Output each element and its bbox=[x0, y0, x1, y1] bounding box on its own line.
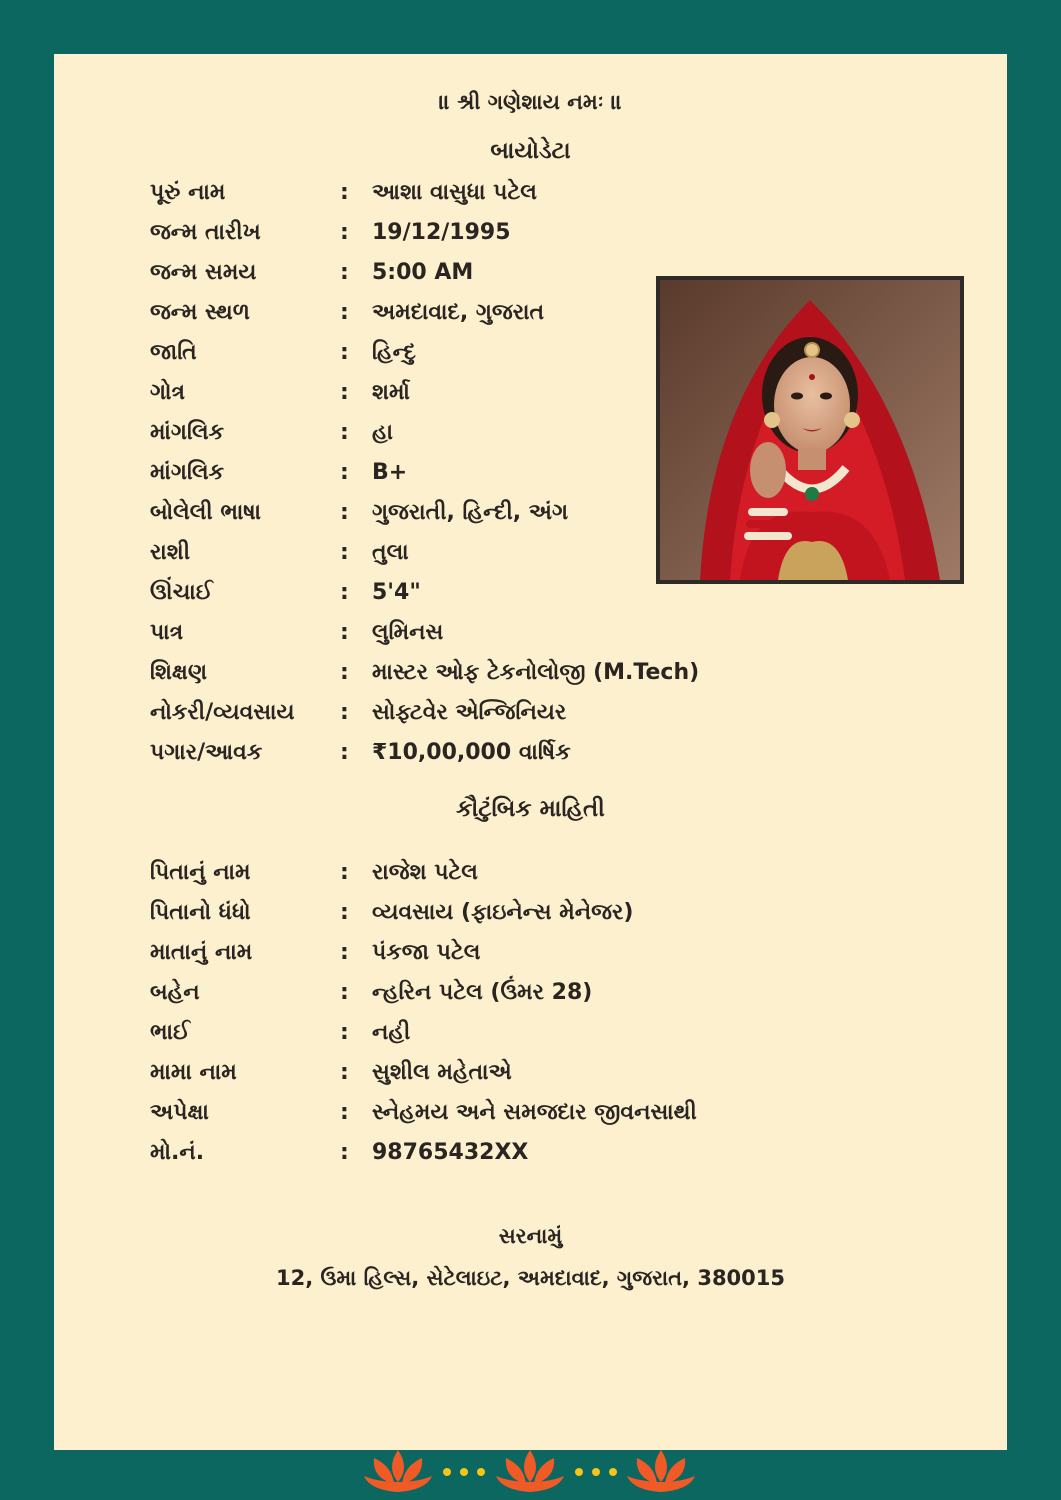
detail-colon: : bbox=[340, 419, 349, 445]
family-row-maternal-uncle bbox=[150, 1054, 512, 1090]
detail-label: મો.નં. bbox=[150, 1139, 205, 1165]
lotus-icon bbox=[496, 1450, 564, 1492]
detail-value: સોફ્ટવેર એન્જિનિયર bbox=[372, 699, 567, 725]
dots-icon bbox=[443, 1468, 485, 1476]
detail-value: વ્યવસાય (ફાઇનેન્સ મેનેજર) bbox=[372, 899, 634, 925]
detail-label: બોલેલી ભાષા bbox=[150, 499, 262, 525]
detail-value: પંકજા પટેલ bbox=[372, 939, 481, 965]
detail-colon: : bbox=[340, 579, 349, 605]
detail-colon: : bbox=[340, 459, 349, 485]
detail-label: જન્મ તારીખ bbox=[150, 219, 261, 245]
detail-value: 5'4" bbox=[372, 579, 421, 605]
detail-label: જન્મ સ્થળ bbox=[150, 299, 250, 325]
biodata-card bbox=[54, 54, 1007, 1450]
detail-value: ન્હરિન પટેલ (ઉંમર 28) bbox=[372, 979, 593, 1005]
detail-colon: : bbox=[340, 859, 349, 885]
detail-colon: : bbox=[340, 1099, 349, 1125]
detail-row-complexion bbox=[150, 614, 443, 650]
family-row-expectation bbox=[150, 1094, 697, 1130]
detail-colon: : bbox=[340, 219, 349, 245]
detail-label: ઊંચાઈ bbox=[150, 579, 213, 605]
address-text: 12, ઉમા હિલ્સ, સેટેલાઇટ, અમદાવાદ, ગુજરાત, 380015 bbox=[275, 1266, 786, 1290]
detail-colon: : bbox=[340, 499, 349, 525]
detail-value: હા bbox=[372, 419, 394, 445]
detail-value: 98765432XX bbox=[372, 1139, 529, 1165]
detail-value: અમદાવાદ, ગુજરાત bbox=[372, 299, 545, 325]
detail-colon: : bbox=[340, 259, 349, 285]
detail-row-income bbox=[150, 734, 571, 770]
family-row-father-name bbox=[150, 854, 478, 890]
detail-value: લુમિનસ bbox=[372, 619, 444, 645]
detail-value: સ્નેહમય અને સમજદાર જીવનસાથી bbox=[372, 1099, 697, 1125]
detail-value: નહી bbox=[372, 1019, 411, 1045]
detail-row-manglik bbox=[150, 414, 393, 450]
detail-label: માતાનું નામ bbox=[150, 939, 253, 965]
detail-label: ભાઈ bbox=[150, 1019, 190, 1045]
detail-label: ગોત્ર bbox=[150, 379, 186, 405]
detail-colon: : bbox=[340, 659, 349, 685]
family-row-mobile bbox=[150, 1134, 528, 1170]
family-row-sister bbox=[150, 974, 592, 1010]
invocation-heading: ॥ શ્રી ગણેશાય નમઃ ॥ bbox=[438, 90, 623, 114]
bride-portrait-image bbox=[660, 280, 960, 580]
detail-colon: : bbox=[340, 539, 349, 565]
lotus-icon bbox=[627, 1450, 695, 1492]
detail-label: પગાર/આવક bbox=[150, 739, 263, 765]
detail-colon: : bbox=[340, 699, 349, 725]
detail-colon: : bbox=[340, 1059, 349, 1085]
detail-value: ₹10,00,000 વાર્ષિક bbox=[372, 739, 571, 765]
detail-row-blood-group bbox=[150, 454, 407, 490]
detail-row-rashi bbox=[150, 534, 409, 570]
detail-row-occupation bbox=[150, 694, 566, 730]
detail-label: માંગલિક bbox=[150, 419, 225, 445]
detail-row-full-name bbox=[150, 174, 537, 210]
detail-value: 19/12/1995 bbox=[372, 219, 511, 245]
detail-value: સુશીલ મહેતાએ bbox=[372, 1059, 512, 1085]
detail-colon: : bbox=[340, 299, 349, 325]
page-title: બાયોડેટા bbox=[490, 138, 571, 164]
detail-colon: : bbox=[340, 619, 349, 645]
detail-row-caste bbox=[150, 334, 416, 370]
lotus-icon bbox=[364, 1450, 432, 1492]
detail-value: રાજેશ પટેલ bbox=[372, 859, 478, 885]
detail-colon: : bbox=[340, 739, 349, 765]
detail-label: પિતાનું નામ bbox=[150, 859, 251, 885]
detail-colon: : bbox=[340, 1019, 349, 1045]
family-row-brother bbox=[150, 1014, 410, 1050]
detail-value: માસ્ટર ઓફ ટેકનોલોજી (M.Tech) bbox=[372, 659, 700, 685]
detail-colon: : bbox=[340, 939, 349, 965]
detail-label: રાશી bbox=[150, 539, 191, 565]
detail-row-birth-time bbox=[150, 254, 473, 290]
family-row-father-occupation bbox=[150, 894, 633, 930]
detail-colon: : bbox=[340, 379, 349, 405]
detail-label: શિક્ષણ bbox=[150, 659, 208, 685]
detail-label: બહેન bbox=[150, 979, 200, 1005]
family-section-title: કૌટુંબિક માહિતી bbox=[456, 796, 605, 822]
detail-colon: : bbox=[340, 899, 349, 925]
detail-row-height bbox=[150, 574, 421, 610]
detail-row-education bbox=[150, 654, 699, 690]
detail-label: મામા નામ bbox=[150, 1059, 237, 1085]
detail-row-languages bbox=[150, 494, 568, 530]
detail-label: નોકરી/વ્યવસાય bbox=[150, 699, 295, 725]
detail-value: તુલા bbox=[372, 539, 409, 565]
detail-value: 5:00 AM bbox=[372, 259, 474, 285]
detail-value: હિન્દુ bbox=[372, 339, 416, 365]
family-row-mother-name bbox=[150, 934, 480, 970]
detail-value: ગુજરાતી, હિન્દી, અંગ bbox=[372, 499, 569, 525]
detail-label: પિતાનો ધંધો bbox=[150, 899, 251, 925]
detail-row-gotra bbox=[150, 374, 410, 410]
detail-label: જન્મ સમય bbox=[150, 259, 257, 285]
profile-photo bbox=[656, 276, 964, 584]
dots-icon bbox=[575, 1468, 617, 1476]
detail-colon: : bbox=[340, 179, 349, 205]
detail-label: પૂરું નામ bbox=[150, 179, 226, 205]
detail-label: જાતિ bbox=[150, 339, 197, 365]
detail-label: અપેક્ષા bbox=[150, 1099, 209, 1125]
address-title: સરનામું bbox=[498, 1224, 563, 1248]
detail-colon: : bbox=[340, 339, 349, 365]
detail-colon: : bbox=[340, 1139, 349, 1165]
detail-label: પાત્ર bbox=[150, 619, 184, 645]
detail-label: માંગલિક bbox=[150, 459, 225, 485]
detail-value: શર્મા bbox=[372, 379, 410, 405]
detail-row-birth-date bbox=[150, 214, 511, 250]
detail-value: આશા વાસુધા પટેલ bbox=[372, 179, 537, 205]
detail-value: B+ bbox=[372, 459, 408, 485]
detail-row-birth-place bbox=[150, 294, 544, 330]
footer-decoration bbox=[0, 1448, 1061, 1500]
detail-colon: : bbox=[340, 979, 349, 1005]
